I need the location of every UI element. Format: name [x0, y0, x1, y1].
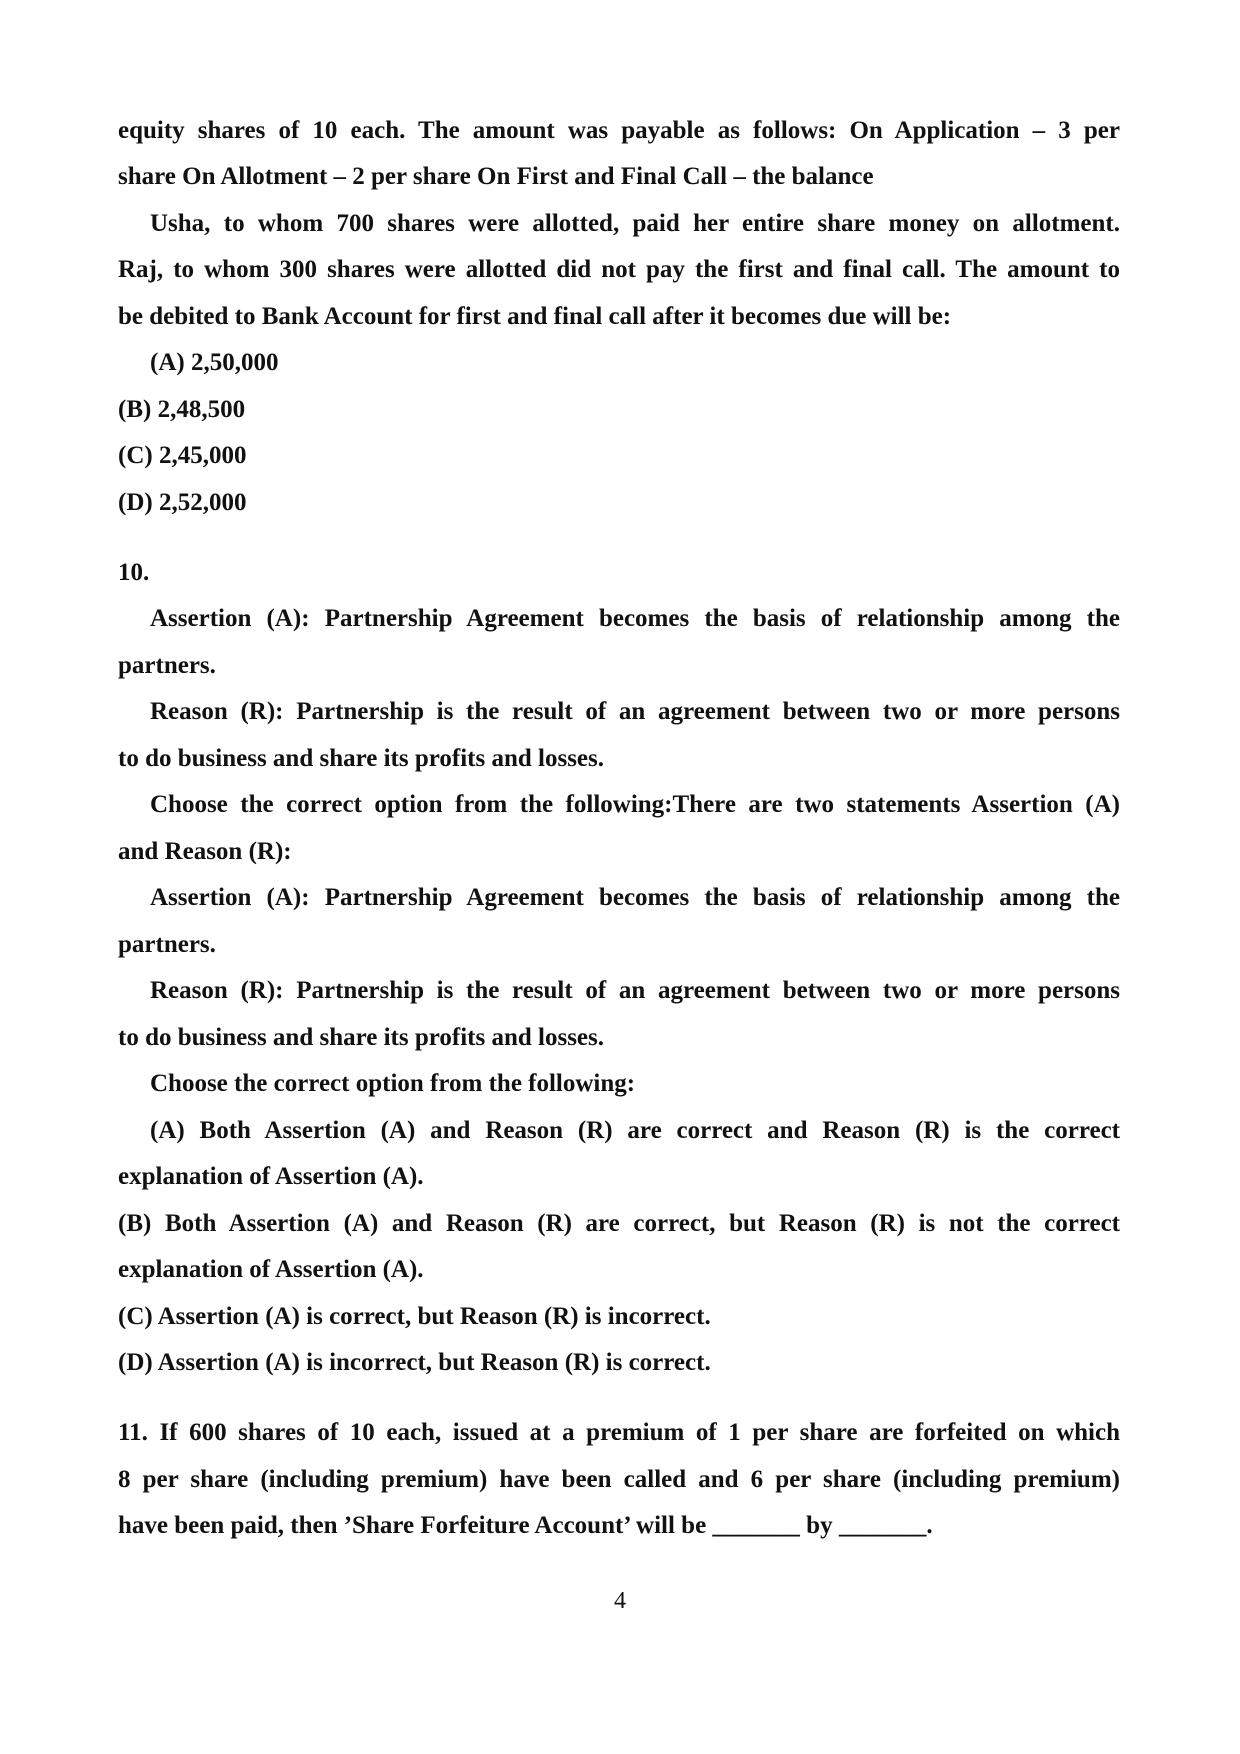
q10-text-line: partners.: [118, 652, 216, 679]
q9-text-line: Usha, to whom 700 shares were allotted, paid her entire share money on allotment.: [150, 210, 1120, 237]
q10-text-line: to do business and share its profits and losses.: [118, 745, 605, 772]
q9-text-line: be debited to Bank Account for first and final call after it becomes due will be:: [118, 303, 952, 330]
q10-option-a: (A) Both Assertion (A) and Reason (R) are correct and Reason (R) is the correct: [150, 1117, 1120, 1144]
q9-text-line: share On Allotment – 2 per share On First and Final Call – the balance: [118, 163, 874, 190]
q10-option-b: (B) Both Assertion (A) and Reason (R) are correct, but Reason (R) is not the correct: [118, 1210, 1120, 1237]
q10-option-d: (D) Assertion (A) is incorrect, but Reason (R) is correct.: [118, 1349, 711, 1376]
q11-text-line: 8 per share (including premium) have been called and 6 per share (including premium): [118, 1466, 1120, 1493]
q10-instruction: Choose the correct option from the following:There are two statements Assertion (A): [150, 791, 1120, 818]
q11-text-line: have been paid, then ’Share Forfeiture Account’ will be _______ by _______.: [118, 1512, 933, 1539]
q10-option-b-cont: explanation of Assertion (A).: [118, 1256, 424, 1283]
q10-reason: Reason (R): Partnership is the result of an agreement between two or more persons: [150, 698, 1120, 725]
q11-text-line: 11. If 600 shares of 10 each, issued at a premium of 1 per share are forfeited on which: [118, 1419, 1120, 1446]
q9-option-c: (C) 2,45,000: [118, 442, 247, 469]
q10-number: 10.: [118, 559, 150, 586]
q9-option-b: (B) 2,48,500: [118, 396, 246, 423]
q10-instruction-repeat: Choose the correct option from the following:: [150, 1070, 636, 1097]
q10-text-line: to do business and share its profits and losses.: [118, 1024, 605, 1051]
q10-assertion: Assertion (A): Partnership Agreement becomes the basis of relationship among the: [150, 605, 1120, 632]
q9-text-line: equity shares of 10 each. The amount was payable as follows: On Application – 3 per: [118, 117, 1120, 144]
q9-text-line: Raj, to whom 300 shares were allotted did not pay the first and final call. The amount to: [118, 256, 1120, 283]
q10-option-c: (C) Assertion (A) is correct, but Reason (R) is incorrect.: [118, 1303, 711, 1330]
page-number: 4: [614, 1588, 626, 1614]
q10-reason-repeat: Reason (R): Partnership is the result of an agreement between two or more persons: [150, 977, 1120, 1004]
q10-option-a-cont: explanation of Assertion (A).: [118, 1163, 424, 1190]
q9-option-a: (A) 2,50,000: [150, 349, 279, 376]
q10-text-line: partners.: [118, 931, 216, 958]
q10-assertion-repeat: Assertion (A): Partnership Agreement becomes the basis of relationship among the: [150, 884, 1120, 911]
q9-option-d: (D) 2,52,000: [118, 489, 247, 516]
q10-text-line: and Reason (R):: [118, 838, 292, 865]
